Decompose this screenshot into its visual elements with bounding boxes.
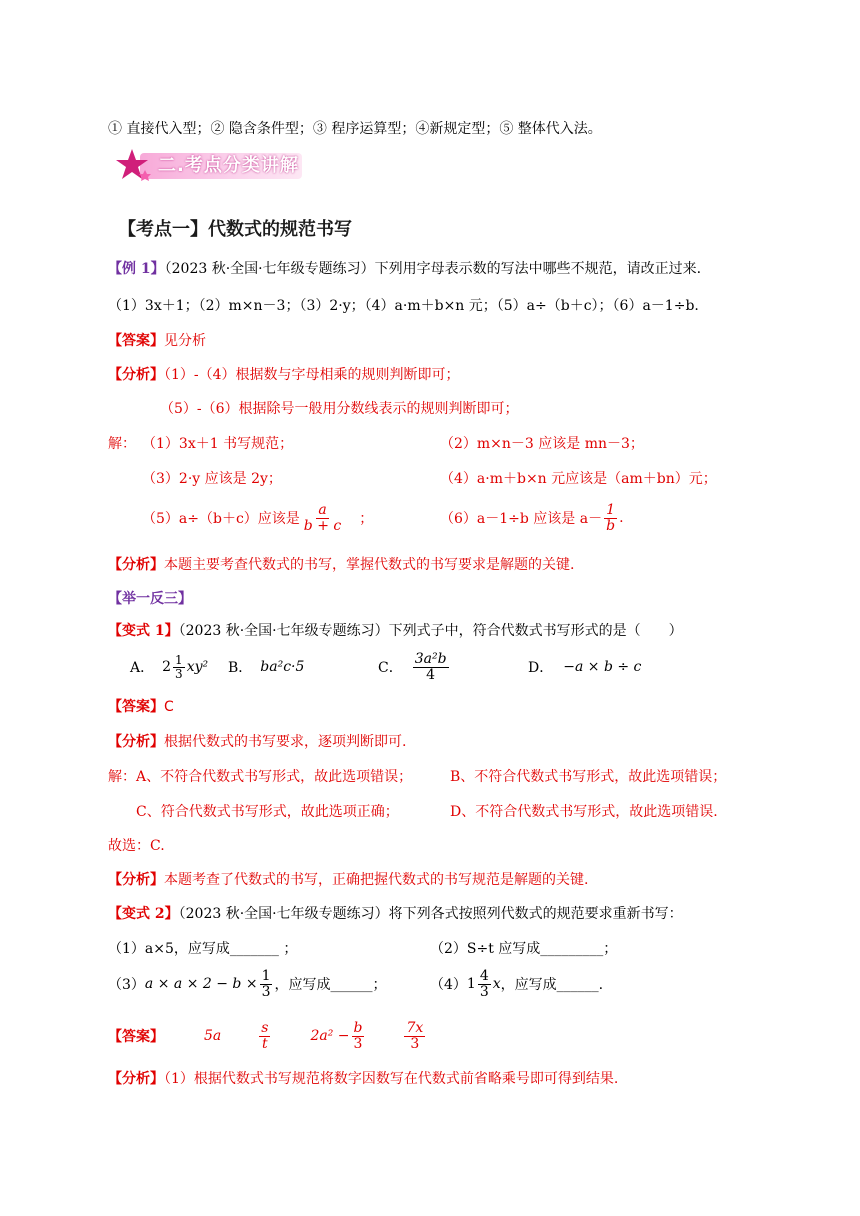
option-b-label: B． — [228, 660, 253, 676]
ex1-summary — [108, 554, 574, 574]
v1-sol-1: 解：A、不符合代数式书写形式，故此选项错误； — [108, 769, 413, 785]
frac-denominator: 4 — [426, 666, 436, 683]
v2-label: 【变式 2】 — [108, 906, 179, 922]
juyi-heading: 【举一反三】 — [108, 591, 192, 607]
option-a-label: A． — [130, 660, 155, 676]
v1-sol-4: D、不符合代数式书写形式，故此选项错误. — [450, 804, 718, 820]
option-a-var: xy² — [186, 659, 209, 675]
ex1-sol-1: （1）3x＋1 书写规范； — [142, 436, 294, 452]
q3-post: ，应写成______； — [274, 977, 387, 993]
v2-analysis — [108, 1068, 618, 1088]
ex1-header — [108, 258, 701, 278]
answer-1: 5a — [204, 1028, 222, 1044]
frac-numerator: 1 — [606, 501, 616, 518]
sol6-post: . — [619, 510, 624, 526]
option-a[interactable] — [130, 645, 208, 689]
q4-var: x — [492, 976, 501, 992]
ex1-sol-3: （3）2·y 应该是 2y； — [142, 471, 282, 487]
kaodian-title: 代数式的规范书写 — [208, 219, 352, 240]
v1-source: （2023 秋·全国·七年级专题练习）下列式子中，符合代数式书写形式的是（ ） — [178, 623, 683, 639]
ex1-sol-label: 解： — [108, 436, 136, 452]
sol6-pre: （6）a－1÷b 应该是 a－ — [440, 511, 603, 527]
answer-label: 【答案】 — [108, 699, 164, 715]
option-d[interactable] — [528, 645, 641, 689]
q4-int: 1 — [466, 976, 476, 992]
summary-text: 本题主要考查代数式的书写，掌握代数式的书写要求是解题的关键. — [164, 557, 575, 573]
v2-q1: （1）a×5，应写成_______ ； — [108, 941, 298, 957]
analysis-label: 【分析】 — [108, 557, 164, 573]
sol6-fraction — [604, 503, 617, 533]
answer-label: 【答案】 — [108, 1029, 164, 1045]
answer-label: 【答案】 — [108, 333, 164, 349]
frac-denominator: t — [262, 1035, 268, 1052]
kaodian-heading — [118, 215, 352, 241]
q4-fraction — [478, 969, 491, 999]
ex1-sol-4: （4）a·m＋b×n 元应该是（am＋bn）元； — [440, 471, 717, 487]
frac-numerator: b — [353, 1019, 363, 1036]
intro-text: ① 直接代入型；② 隐含条件型；③ 程序运算型；④新规定型；⑤ 整体代入法。 — [108, 121, 602, 137]
answer-2-fraction — [259, 1021, 270, 1051]
sol5-fraction — [302, 503, 343, 533]
frac-denominator: 3 — [479, 983, 489, 1000]
frac-numerator: a — [318, 501, 327, 518]
frac-numerator: 3a²b — [414, 650, 447, 667]
kaodian-bracket: 【考点一】 — [118, 219, 208, 240]
frac-numerator: 1 — [261, 967, 271, 984]
v1-header — [108, 620, 683, 640]
frac-denominator: b — [606, 517, 616, 534]
sol5-pre: （5）a÷（b＋c）应该是 — [142, 511, 300, 527]
frac-denominator: 3 — [353, 1035, 363, 1052]
analysis-label: 【分析】 — [108, 734, 164, 750]
frac-numerator: 7x — [406, 1019, 424, 1036]
option-c[interactable] — [378, 645, 451, 689]
option-d-label: D． — [528, 660, 554, 676]
analysis-label: 【分析】 — [108, 872, 164, 888]
v1-answer — [108, 696, 174, 716]
v2-answer — [108, 1014, 427, 1058]
answer-3-fraction — [352, 1021, 365, 1051]
section-banner — [112, 148, 302, 184]
frac-numerator: s — [261, 1019, 269, 1036]
v2-q4 — [430, 964, 603, 1004]
q4-pre: （4） — [430, 977, 467, 993]
analysis-label: 【分析】 — [108, 1071, 164, 1087]
frac-denominator: 3 — [175, 666, 183, 681]
ex1-items: （1）3x＋1；（2）m×n－3；（3）2·y；（4）a·m＋b×n 元；（5）a÷（b＋c）；（6）a－1÷b. — [108, 298, 699, 314]
q3-pre: （3） — [108, 977, 145, 993]
ex1-label: 【例 1】 — [108, 261, 165, 277]
ex1-answer — [108, 330, 206, 350]
option-d-expr: −a × b ÷ c — [563, 659, 642, 675]
frac-denominator: 3 — [410, 1035, 420, 1052]
option-a-int: 2 — [162, 659, 172, 675]
q3-fraction — [260, 969, 273, 999]
v2-source: （2023 秋·全国·七年级专题练习）将下列各式按照列代数式的规范要求重新书写： — [178, 906, 683, 922]
v1-summary — [108, 869, 588, 889]
ex1-sol-2: （2）m×n－3 应该是 mn－3； — [440, 436, 644, 452]
summary-text: 本题考查了代数式的书写，正确把握代数式的书写规范是解题的关键. — [164, 872, 589, 888]
frac-denominator: 3 — [261, 983, 271, 1000]
sol5-post: ； — [359, 511, 374, 527]
ex1-analysis — [108, 364, 460, 384]
ex1-sol-6 — [440, 500, 624, 536]
answer-text: 见分析 — [164, 333, 206, 349]
analysis-text: 根据代数式的书写要求，逐项判断即可. — [164, 734, 407, 750]
answer-3-pre: 2a² − — [310, 1028, 350, 1044]
option-a-fraction — [173, 654, 185, 680]
v1-analysis — [108, 731, 406, 751]
ex1-sol-5 — [142, 500, 373, 536]
v1-sol-3: C、符合代数式书写形式，故此选项正确； — [136, 804, 399, 820]
option-c-label: C． — [378, 660, 403, 676]
v2-q2: （2）S÷t 应写成_________； — [430, 941, 618, 957]
answer-text: C — [164, 699, 174, 715]
v2-header — [108, 903, 683, 923]
analysis-text: （1）-（4）根据数与字母相乘的规则判断即可； — [164, 367, 460, 383]
star-icon — [112, 148, 152, 184]
v1-sol-2: B、不符合代数式书写形式，故此选项错误； — [450, 769, 727, 785]
option-c-fraction — [413, 652, 449, 682]
frac-numerator: 4 — [479, 967, 489, 984]
frac-numerator: 1 — [175, 652, 183, 667]
ex1-source: （2023 秋·全国·七年级专题练习）下列用字母表示数的写法中哪些不规范，请改正过来. — [164, 261, 702, 277]
v1-label: 【变式 1】 — [108, 623, 179, 639]
v1-sol-5: 故选：C. — [108, 838, 165, 854]
v2-q3 — [108, 964, 386, 1004]
q3-expr: a × a × 2 − b × — [144, 976, 258, 992]
banner-title: 二.考点分类讲解 — [158, 155, 299, 176]
analysis-label: 【分析】 — [108, 367, 164, 383]
answer-4-fraction — [404, 1021, 425, 1051]
option-b-expr: ba²c·5 — [260, 659, 305, 675]
analysis-text: （1）根据代数式书写规范将数字因数写在代数式前省略乘号即可得到结果. — [164, 1071, 619, 1087]
ex1-analysis-2: （5）-（6）根据除号一般用分数线表示的规则判断即可； — [160, 401, 519, 417]
q4-post: ，应写成______. — [500, 977, 604, 993]
frac-denominator: b + c — [303, 517, 342, 534]
option-b[interactable] — [228, 645, 304, 689]
